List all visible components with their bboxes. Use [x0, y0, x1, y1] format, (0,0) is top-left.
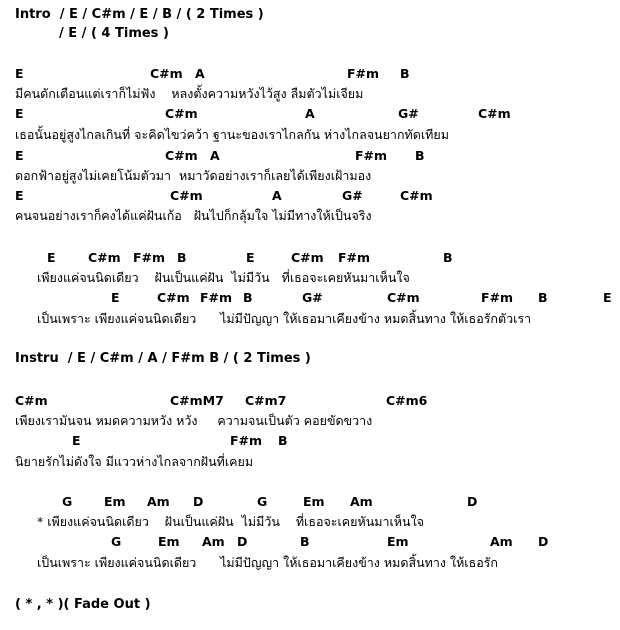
- chord: Am: [202, 534, 225, 549]
- chord: C#m: [165, 106, 198, 121]
- chord: C#m: [150, 66, 183, 81]
- chord: E: [15, 148, 24, 163]
- lyric-line: เธอนั้นอยู่สูงไกลเกินที่ จะคิดไขว่คว้า ฐานะของเราไกลกัน ห่างไกลจนยากทัดเทียม: [15, 127, 449, 142]
- chord: E: [72, 433, 81, 448]
- chord: A: [305, 106, 315, 121]
- chord: F#m: [338, 250, 371, 265]
- intro-line-2: / E / ( 4 Times ): [59, 26, 169, 41]
- chord: D: [237, 534, 248, 549]
- chord: B: [415, 148, 425, 163]
- chord: D: [467, 494, 478, 509]
- chord: D: [193, 494, 204, 509]
- lyric-line: คนจนอย่างเราก็คงได้แค่ฝันเก้อ ฝันไปก็กลุ้มใจ ไม่มีทางให้เป็นจริง: [15, 208, 372, 223]
- chord: Em: [303, 494, 325, 509]
- chord: F#m: [133, 250, 166, 265]
- chord: F#m: [355, 148, 388, 163]
- chord: G: [62, 494, 73, 509]
- chord: E: [603, 290, 612, 305]
- chord: E: [15, 66, 24, 81]
- chord: C#m: [165, 148, 198, 163]
- lyric-line: เป็นเพราะ เพียงแค่จนนิดเดียว ไม่มีปัญญา ให้เธอมาเคียงข้าง หมดสิ้นทาง ให้เธอรัก: [37, 555, 498, 570]
- instru-line: Instru / E / C#m / A / F#m B / ( 2 Times ): [15, 351, 311, 366]
- lyric-line: นิยายรักไม่ดังใจ มีแววห่างไกลจากฝันที่เคยม: [15, 454, 254, 469]
- lyric-line: * เพียงแค่จนนิดเดียว ฝันเป็นแค่ฝัน ไม่มีวัน ที่เธอจะเคยหันมาเห็นใจ: [37, 514, 424, 529]
- chord: G: [111, 534, 122, 549]
- chord: Am: [350, 494, 373, 509]
- chord: C#m6: [386, 393, 428, 408]
- chord: E: [15, 188, 24, 203]
- outro-line: ( * , * )( Fade Out ): [15, 597, 151, 612]
- chord: A: [210, 148, 220, 163]
- chord: Em: [387, 534, 409, 549]
- chord: E: [111, 290, 120, 305]
- chord: A: [195, 66, 205, 81]
- chord: B: [443, 250, 453, 265]
- chord: G#: [342, 188, 363, 203]
- chord: C#m7: [245, 393, 287, 408]
- lyric-line: เพียงเรามันจน หมดความหวัง หวัง ความจนเป็นตัว คอยขัดขวาง: [15, 413, 373, 428]
- chord: D: [538, 534, 549, 549]
- chord: C#m: [478, 106, 511, 121]
- chord: E: [47, 250, 56, 265]
- chord: B: [400, 66, 410, 81]
- chord: B: [243, 290, 253, 305]
- chord: C#m: [387, 290, 420, 305]
- lyric-line: เป็นเพราะ เพียงแค่จนนิดเดียว ไม่มีปัญญา ให้เธอมาเคียงข้าง หมดสิ้นทาง ให้เธอรักตัวเรา: [37, 311, 532, 326]
- chord: Em: [104, 494, 126, 509]
- chord: Em: [158, 534, 180, 549]
- chord: B: [538, 290, 548, 305]
- chord: C#mM7: [170, 393, 224, 408]
- chord: G#: [302, 290, 323, 305]
- chord: Am: [147, 494, 170, 509]
- chord: Am: [490, 534, 513, 549]
- intro-line-1: Intro / E / C#m / E / B / ( 2 Times ): [15, 7, 264, 22]
- chord: F#m: [481, 290, 514, 305]
- lyric-line: เพียงแค่จนนิดเดียว ฝันเป็นแค่ฝัน ไม่มีวัน ที่เธอจะเคยหันมาเห็นใจ: [37, 270, 410, 285]
- chord: G#: [398, 106, 419, 121]
- chord: C#m: [291, 250, 324, 265]
- chord: B: [300, 534, 310, 549]
- chord: B: [278, 433, 288, 448]
- chord: B: [177, 250, 187, 265]
- chord: C#m: [157, 290, 190, 305]
- chord: E: [15, 106, 24, 121]
- chord: E: [246, 250, 255, 265]
- chord: C#m: [15, 393, 48, 408]
- chord: G: [257, 494, 268, 509]
- chord: F#m: [347, 66, 380, 81]
- chord: F#m: [200, 290, 233, 305]
- lyric-line: มีคนดักเตือนแต่เราก็ไม่ฟัง หลงตั้งความหวังไว้สูง ลืมตัวไม่เจียม: [15, 86, 364, 101]
- chord: C#m: [400, 188, 433, 203]
- chord: A: [272, 188, 282, 203]
- chord: F#m: [230, 433, 263, 448]
- chord: C#m: [170, 188, 203, 203]
- lyric-line: ดอกฟ้าอยู่สูงไม่เคยโน้มตัวมา หมาวัดอย่างเราก็เลยได้เพียงเฝ้ามอง: [15, 168, 372, 183]
- chord: C#m: [88, 250, 121, 265]
